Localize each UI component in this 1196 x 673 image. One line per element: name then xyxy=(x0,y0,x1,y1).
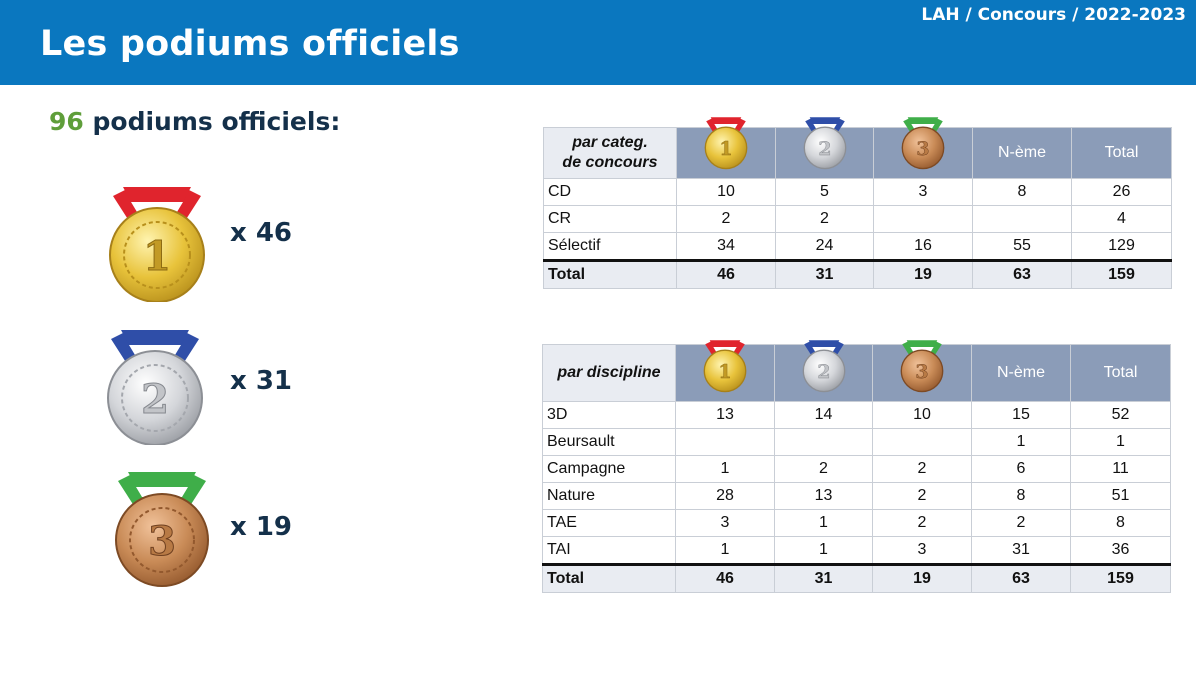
column-gold xyxy=(676,345,775,402)
cell: 1 xyxy=(676,456,775,483)
gold-medal-icon xyxy=(699,112,753,172)
cell: 1 xyxy=(775,510,873,537)
cell: 13 xyxy=(775,483,873,510)
cell: 31 xyxy=(775,565,873,593)
column-label: 1 xyxy=(718,361,732,384)
cell: 2 xyxy=(873,456,972,483)
corner-line-2: de concours xyxy=(562,154,658,171)
column-bronze xyxy=(874,128,973,179)
cell: 34 xyxy=(677,233,776,261)
cell: 2 xyxy=(677,206,776,233)
cell: 46 xyxy=(676,565,775,593)
cell: 8 xyxy=(973,179,1072,206)
cell: 3 xyxy=(874,179,973,206)
cell: 1 xyxy=(775,537,873,565)
table-row xyxy=(544,179,1172,206)
cell: 51 xyxy=(1071,483,1171,510)
cell: 13 xyxy=(676,402,775,429)
cell: 11 xyxy=(1071,456,1171,483)
row-label: Sélectif xyxy=(544,233,677,261)
column-total: Total xyxy=(1071,345,1171,402)
cell: 2 xyxy=(775,456,873,483)
summary-count: 96 xyxy=(49,107,84,136)
table-total-row xyxy=(544,261,1172,289)
summary-heading xyxy=(49,107,340,136)
column-silver xyxy=(776,128,874,179)
column-label: 1 xyxy=(719,138,733,161)
cell: 10 xyxy=(873,402,972,429)
cell xyxy=(676,429,775,456)
table-row xyxy=(543,429,1171,456)
cell: 19 xyxy=(873,565,972,593)
cell: 8 xyxy=(1071,510,1171,537)
cell: 36 xyxy=(1071,537,1171,565)
cell: 46 xyxy=(677,261,776,289)
cell: 159 xyxy=(1072,261,1172,289)
cell: 2 xyxy=(776,206,874,233)
header-bar xyxy=(0,0,1196,85)
cell: 31 xyxy=(776,261,874,289)
table-row xyxy=(543,510,1171,537)
cell: 2 xyxy=(873,483,972,510)
corner-line-1: par categ. xyxy=(572,134,648,151)
column-label: 3 xyxy=(915,361,929,384)
cell: 28 xyxy=(676,483,775,510)
row-label: Total xyxy=(544,261,677,289)
cell: 3 xyxy=(873,537,972,565)
cell: 52 xyxy=(1071,402,1171,429)
cell: 4 xyxy=(1072,206,1172,233)
table-row xyxy=(543,456,1171,483)
cell: 129 xyxy=(1072,233,1172,261)
column-nth: N-ème xyxy=(972,345,1071,402)
table-row xyxy=(543,537,1171,565)
row-label: 3D xyxy=(543,402,676,429)
silver-medal-number: 2 xyxy=(141,376,169,423)
row-label: Nature xyxy=(543,483,676,510)
cell: 5 xyxy=(776,179,874,206)
silver-medal-icon xyxy=(797,335,851,395)
gold-medal-icon xyxy=(97,182,217,302)
table-row xyxy=(544,206,1172,233)
cell: 1 xyxy=(972,429,1071,456)
cell: 16 xyxy=(874,233,973,261)
cell: 8 xyxy=(972,483,1071,510)
cell: 31 xyxy=(972,537,1071,565)
column-label: 3 xyxy=(916,138,930,161)
gold-count: x 46 xyxy=(230,218,293,248)
cell: 1 xyxy=(1071,429,1171,456)
column-bronze xyxy=(873,345,972,402)
bronze-medal-icon xyxy=(896,112,950,172)
cell: 55 xyxy=(973,233,1072,261)
bronze-medal-icon xyxy=(895,335,949,395)
cell: 14 xyxy=(775,402,873,429)
column-total: Total xyxy=(1072,128,1172,179)
gold-medal-icon xyxy=(698,335,752,395)
cell: 24 xyxy=(776,233,874,261)
gold-medal-number: 1 xyxy=(143,233,171,280)
cell: 63 xyxy=(973,261,1072,289)
cell xyxy=(973,206,1072,233)
row-label: TAI xyxy=(543,537,676,565)
cell: 15 xyxy=(972,402,1071,429)
cell: 1 xyxy=(676,537,775,565)
cell: 10 xyxy=(677,179,776,206)
column-nth: N-ème xyxy=(973,128,1072,179)
table-total-row xyxy=(543,565,1171,593)
column-label: 2 xyxy=(816,361,831,384)
cell: 6 xyxy=(972,456,1071,483)
row-label: Total xyxy=(543,565,676,593)
row-label: CR xyxy=(544,206,677,233)
row-label: Beursault xyxy=(543,429,676,456)
table-header-row xyxy=(544,128,1172,179)
silver-count: x 31 xyxy=(230,366,293,396)
silver-medal-icon xyxy=(95,325,215,445)
table-header-row xyxy=(543,345,1171,402)
cell: 2 xyxy=(873,510,972,537)
cell: 159 xyxy=(1071,565,1171,593)
page-title: Les podiums officiels xyxy=(40,24,460,64)
table-corner xyxy=(544,128,677,179)
table-corner: par discipline xyxy=(543,345,676,402)
row-label: TAE xyxy=(543,510,676,537)
bronze-count: x 19 xyxy=(230,512,293,542)
column-gold xyxy=(677,128,776,179)
cell: 2 xyxy=(972,510,1071,537)
cell: 26 xyxy=(1072,179,1172,206)
column-silver xyxy=(775,345,873,402)
table-row xyxy=(544,233,1172,261)
cell: 3 xyxy=(676,510,775,537)
table-row xyxy=(543,402,1171,429)
row-label: Campagne xyxy=(543,456,676,483)
row-label: CD xyxy=(544,179,677,206)
column-label: 2 xyxy=(817,138,832,161)
bronze-medal-icon xyxy=(102,467,222,587)
cell xyxy=(775,429,873,456)
silver-medal-icon xyxy=(798,112,852,172)
breadcrumb: LAH / Concours / 2022-2023 xyxy=(921,5,1186,25)
bronze-medal-number: 3 xyxy=(148,518,176,565)
cell: 63 xyxy=(972,565,1071,593)
cell: 19 xyxy=(874,261,973,289)
cell xyxy=(874,206,973,233)
table-row xyxy=(543,483,1171,510)
table-by-category xyxy=(543,127,1172,289)
cell xyxy=(873,429,972,456)
table-by-discipline xyxy=(542,344,1171,593)
summary-label: podiums officiels: xyxy=(92,107,341,136)
